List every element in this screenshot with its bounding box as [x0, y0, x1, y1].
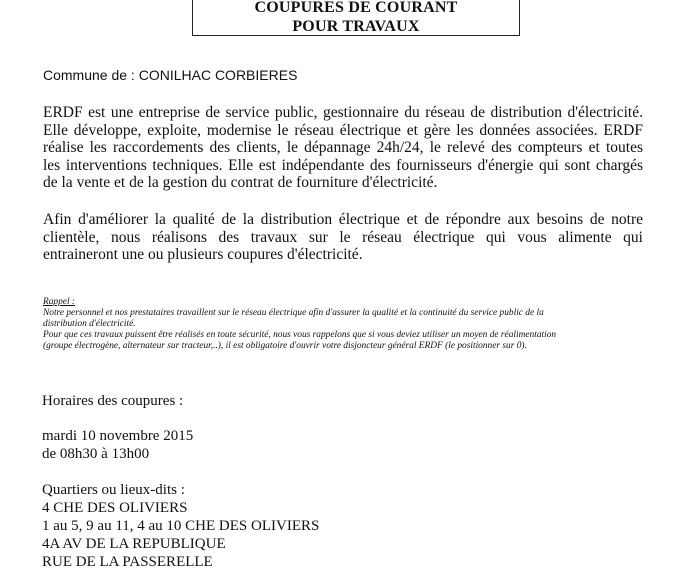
notice-title-line-2: POUR TRAVAUX: [292, 18, 420, 35]
reminder-title: Rappel :: [43, 297, 76, 307]
affected-areas: [42, 481, 319, 571]
paragraph-line: de la vente et de la gestion du contrat de fourniture d'électricité.: [43, 174, 438, 191]
outage-time: de 08h30 à 13h00: [42, 446, 150, 462]
paragraph-line: réalise les raccordements des clients, le dépannage 24h/24, le relevé des compteurs et toutes: [43, 139, 643, 156]
paragraph-line: ERDF est une entreprise de service public, gestionnaire du réseau de distribution d'électricité.: [43, 104, 643, 121]
notice-title-box: [192, 0, 520, 36]
outage-date: mardi 10 novembre 2015: [42, 428, 194, 444]
reminder-line: Notre personnel et nos prestataires travaillent sur le réseau électrique afin d'assurer la qualité et la continuité du service public de la: [43, 308, 544, 318]
areas-heading: Quartiers ou lieux-dits :: [42, 482, 185, 498]
commune-line: Commune de : CONILHAC CORBIERES: [43, 67, 298, 83]
works-notice-paragraph: [43, 211, 643, 264]
paragraph-line: clientèle, nous réalisons des travaux sur le réseau électrique qui vous alimente qui: [43, 228, 643, 246]
schedule-details: [42, 427, 193, 463]
notice-title-line-1: COUPURES DE COURANT: [254, 0, 458, 16]
area-item: 1 au 5, 9 au 11, 4 au 10 CHE DES OLIVIERS: [42, 518, 320, 534]
reminder-line: distribution d'électricité.: [43, 319, 136, 329]
reminder-line: (groupe électrogène, alternateur sur tracteur,..), il est obligatoire d'ouvrir votre disjoncteur général ERDF (le positionner sur 0).: [43, 341, 527, 351]
paragraph-line: Afin d'améliorer la qualité de la distribution électrique et de répondre aux besoins de notre: [43, 211, 643, 228]
paragraph-line: entraineront une ou plusieurs coupures d'électricité.: [43, 246, 363, 263]
erdf-description-paragraph: [43, 104, 643, 192]
paragraph-line: les interventions techniques. Elle est indépendante des fournisseurs d'énergie qui sont chargés: [43, 156, 643, 174]
schedule-heading: Horaires des coupures :: [42, 393, 184, 409]
area-item: 4A AV DE LA REPUBLIQUE: [42, 536, 226, 552]
safety-reminder: [43, 297, 623, 352]
area-item: 4 CHE DES OLIVIERS: [42, 500, 188, 516]
area-item: RUE DE LA PASSERELLE: [42, 554, 213, 570]
paragraph-line: Elle développe, exploite, modernise le réseau électrique et gère les données associées. ERDF: [43, 121, 643, 139]
reminder-line: Pour que ces travaux puissent être réalisés en toute sécurité, nous vous rappelons que si vous deviez utiliser un moyen de réalimentation: [43, 330, 557, 340]
